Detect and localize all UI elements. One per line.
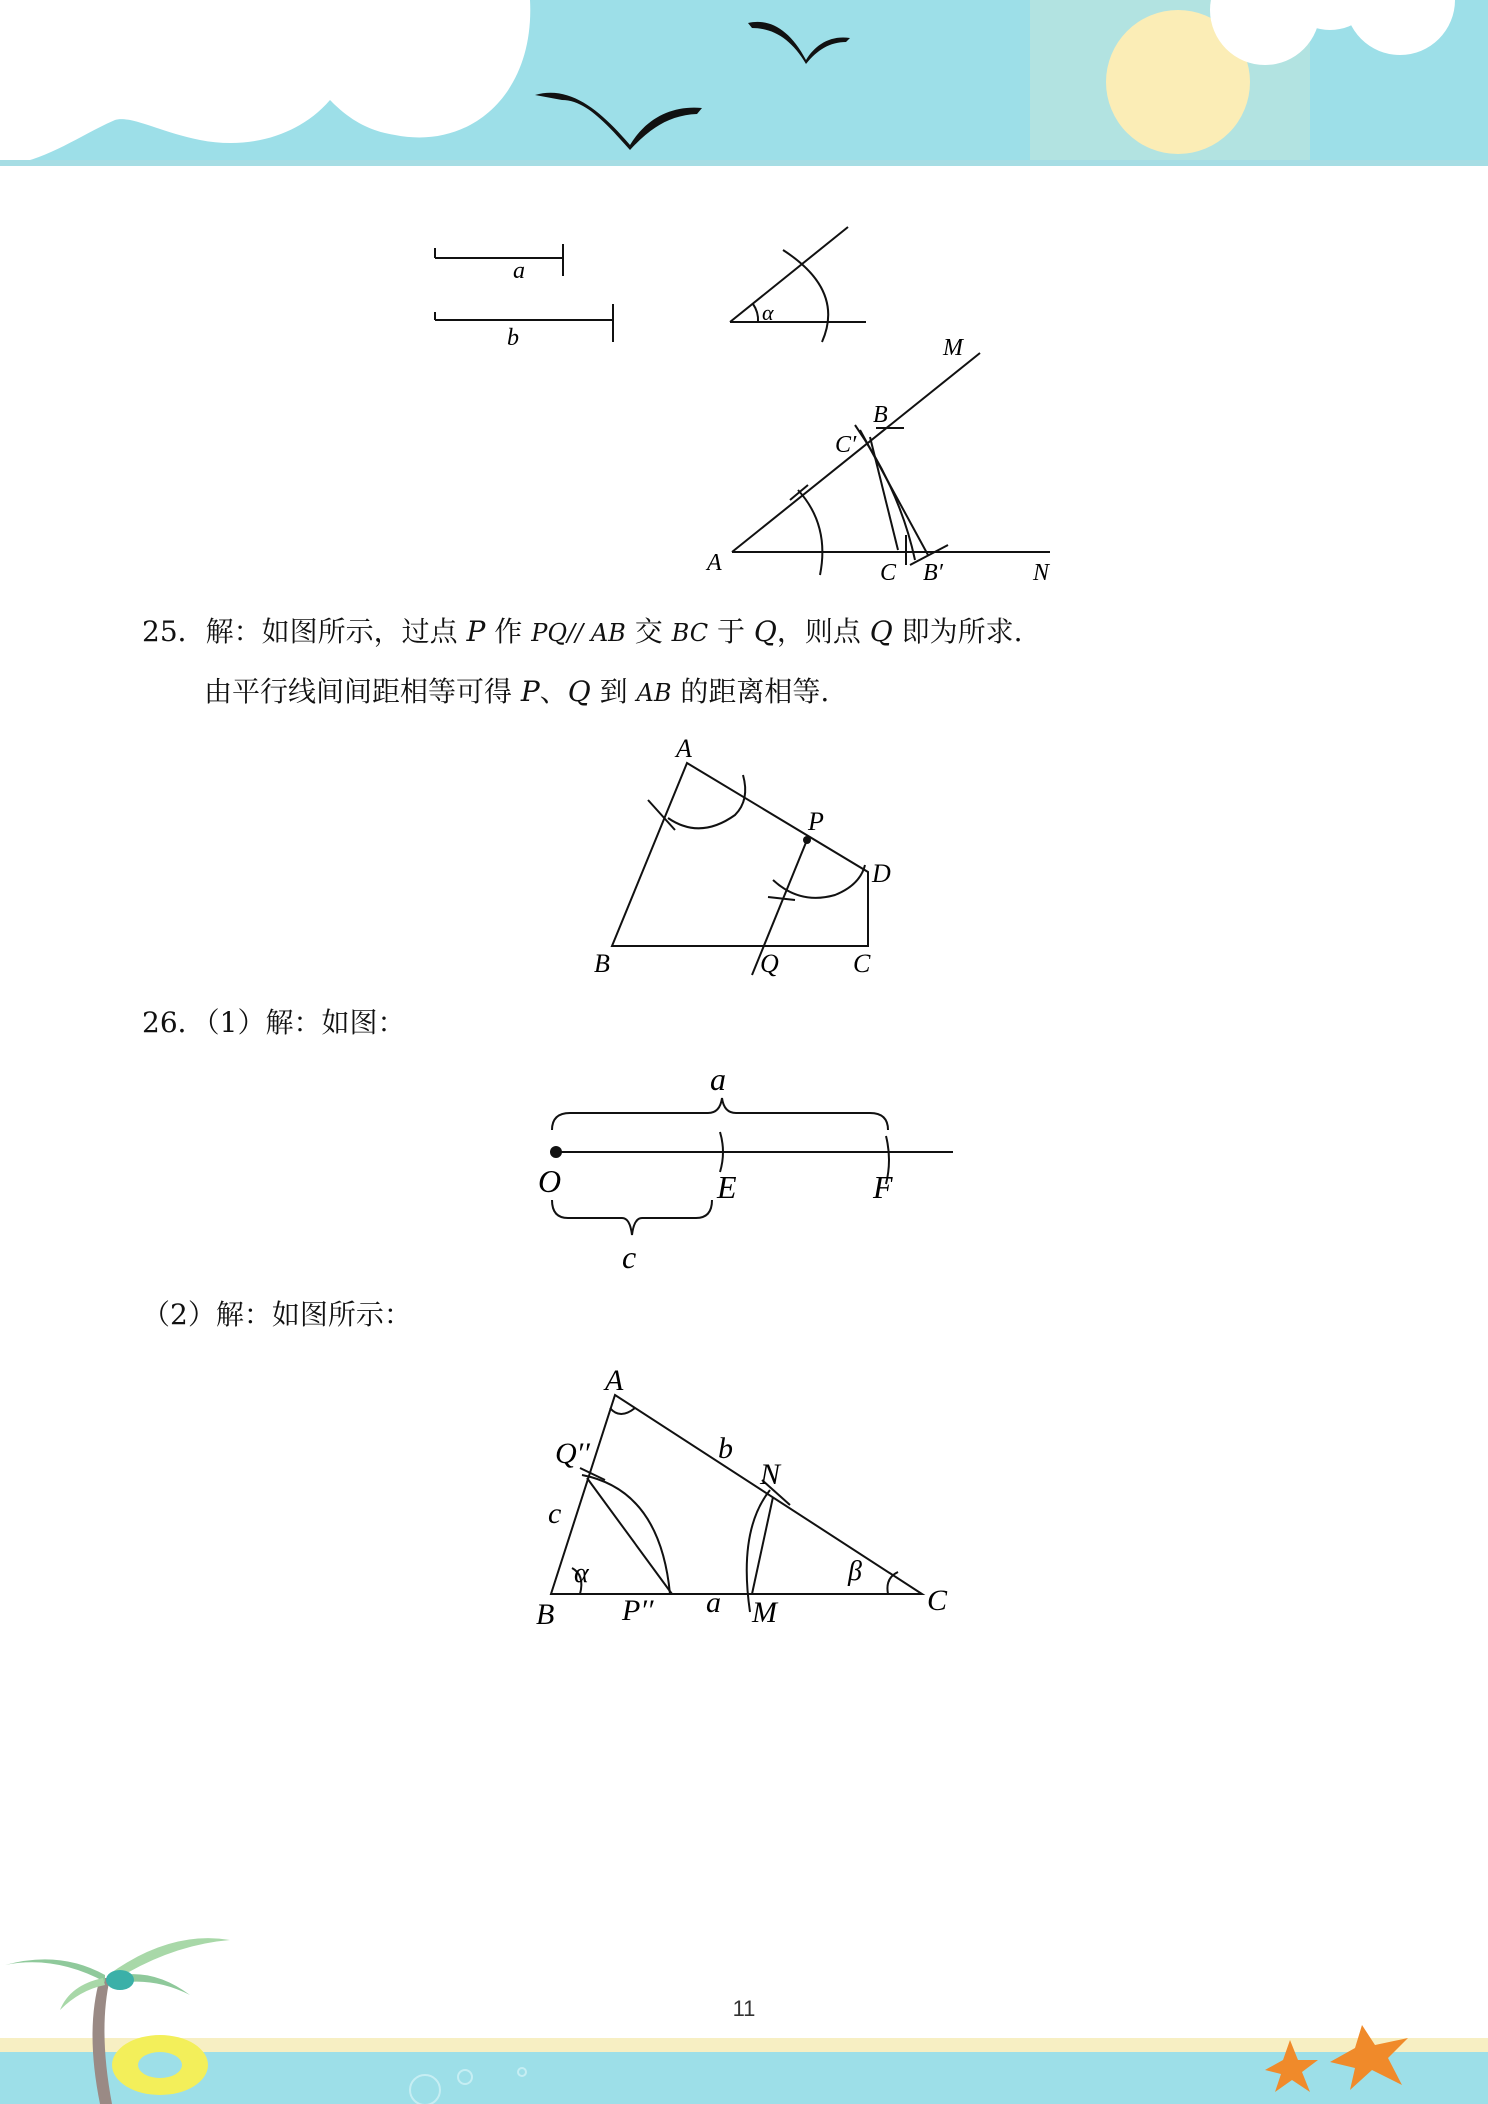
point-D-label: D	[872, 859, 891, 888]
problem-25-line-1: 25．解：如图所示，过点 P 作 PQ// AB 交 BC 于 Q，则点 Q 即为所求.	[142, 615, 1023, 648]
point-N-label: N	[1033, 560, 1050, 586]
segment-a-label: a	[513, 258, 525, 284]
figure-24	[420, 220, 1080, 595]
point-A-label: A	[707, 550, 722, 576]
point-B-label: B	[873, 402, 888, 428]
problem-26-part-1: 26．（1）解：如图：	[142, 1006, 406, 1039]
side-a-label: a	[706, 1586, 721, 1619]
point-C-label: C	[927, 1584, 948, 1617]
point-C-label: C	[880, 560, 897, 586]
point-M-label: M	[943, 335, 963, 361]
point-A-label: A	[676, 734, 692, 763]
point-C-label: C	[853, 949, 871, 978]
figure-25	[590, 725, 910, 985]
point-C-prime-label: C′	[835, 432, 857, 458]
problem-number: 26．	[142, 1006, 206, 1039]
header-banner	[0, 0, 1488, 166]
point-P-double-prime-label: P′′	[622, 1594, 654, 1627]
figure-26-1	[530, 1055, 970, 1280]
angle-alpha-label: α	[762, 300, 774, 325]
angle-beta-label: β	[848, 1556, 862, 1587]
point-E-label: E	[717, 1169, 737, 1205]
point-O-label: O	[538, 1163, 562, 1199]
point-Q-double-prime-label: Q′′	[555, 1437, 590, 1470]
point-B-label: B	[536, 1598, 555, 1631]
problem-25-line-2: 由平行线间间距相等可得 P、Q 到 AB 的距离相等.	[204, 675, 830, 708]
point-P-label: P	[808, 807, 824, 836]
point-B-label: B	[594, 949, 610, 978]
side-c-label: c	[548, 1497, 562, 1530]
problem-number: 25．	[142, 615, 206, 648]
segment-b-label: b	[507, 325, 519, 351]
point-M-label: M	[752, 1596, 777, 1629]
segment-a-label: a	[710, 1061, 726, 1097]
page-number: 11	[732, 1996, 756, 2021]
angle-alpha-label: α	[574, 1558, 589, 1589]
point-F-label: F	[873, 1169, 893, 1205]
segment-c-label: c	[622, 1239, 637, 1275]
point-B-prime-label: B′	[923, 560, 943, 586]
footer-banner	[0, 1925, 1488, 2104]
problem-26-part-2: （2）解：如图所示：	[142, 1298, 412, 1331]
point-N-label: N	[760, 1458, 781, 1491]
side-b-label: b	[718, 1432, 733, 1465]
palm-leaf-icon	[5, 1959, 105, 1982]
point-Q-label: Q	[760, 949, 779, 978]
figure-26-2	[525, 1355, 975, 1635]
point-A-label: A	[605, 1364, 624, 1397]
